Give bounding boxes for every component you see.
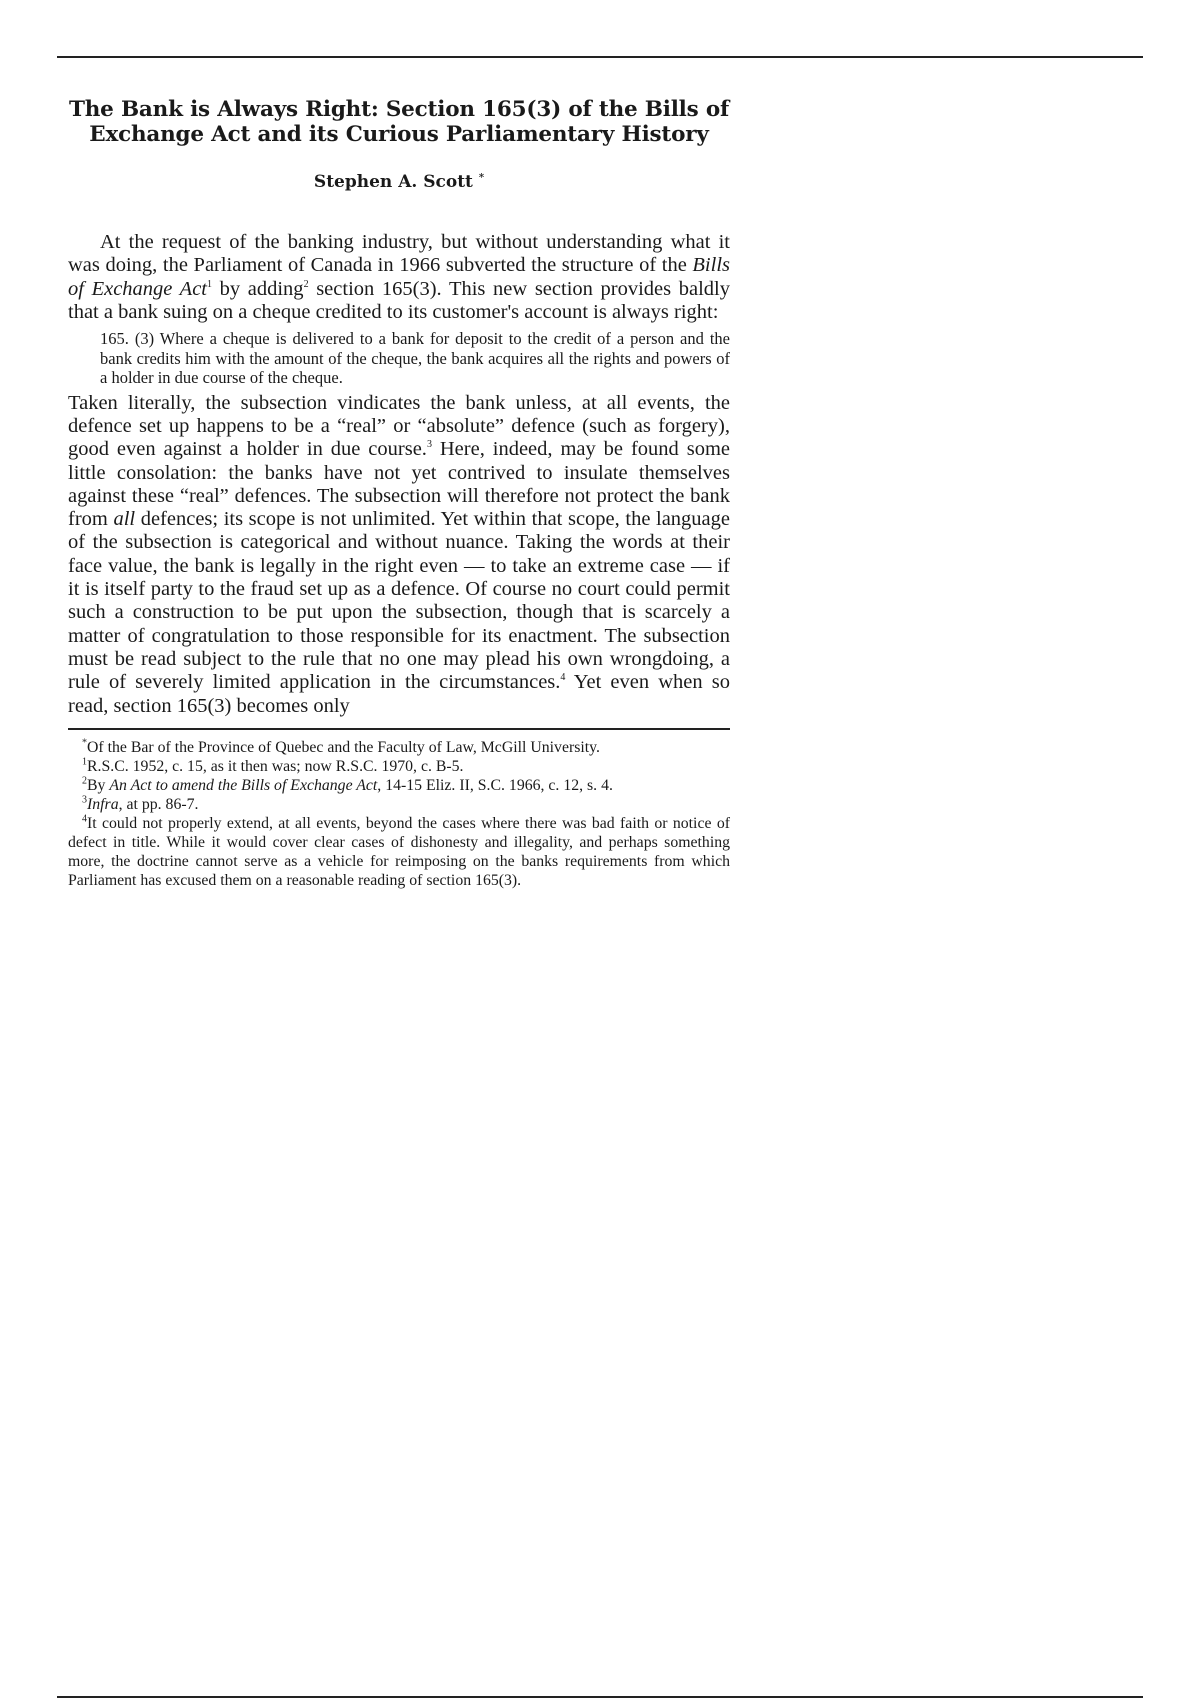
all-italic: all — [113, 508, 136, 531]
act-title-italic: Bills of Exchange Act — [68, 254, 730, 300]
statute-quote: 165. (3) Where a cheque is delivered to a bank for deposit to the credit of a person and the bank credits him with the amount of the cheque, the bank acquires all the rights and powers of a holder in due course of the cheque. — [100, 329, 730, 388]
p2-text-c: defences; its scope is not unlimited. Yet within that scope, the language of the subsection is categorical and without nuance. Taking the words at their face value, the bank is legally in the right even — to take an extreme case — if it is itself party to the fraud set up as a defence. Of course no court could permit such a construction to be put upon the subsection, though that is scarcely a matter of congratulation to those responsible for its enactment. The subsection must be read subject to the rule that no one may plead his own wrongdoing, a rule of severely limited application in the circumstances. — [68, 508, 730, 694]
top-rule — [57, 56, 1143, 58]
article-page — [68, 97, 730, 890]
footnote-separator — [68, 728, 730, 730]
footnote-3-post: , at pp. 86-7. — [118, 795, 199, 813]
author-name: Stephen A. Scott — [313, 172, 473, 192]
footnotes — [68, 738, 730, 890]
footnote-star-mark: * — [82, 737, 87, 749]
bottom-rule — [57, 1696, 1143, 1698]
p1-text-c: section 165(3). This new section provides baldly that a bank suing on a cheque credited to its customer's account is always right: — [68, 277, 730, 323]
article-author — [68, 171, 730, 193]
footnote-ref-3: 3 — [426, 439, 432, 451]
footnote-1 — [68, 757, 730, 776]
p1-text-b: by adding — [211, 277, 304, 300]
footnote-ref-4: 4 — [560, 672, 566, 684]
footnote-3-italic: Infra — [87, 795, 119, 813]
article-title: The Bank is Always Right: Section 165(3) of the Bills of Exchange Act and its Curious Parliamentary History — [68, 97, 730, 147]
footnote-4-mark: 4 — [82, 813, 87, 825]
footnote-1-text: R.S.C. 1952, c. 15, as it then was; now R.S.C. 1970, c. B-5. — [87, 757, 464, 775]
footnote-1-mark: 1 — [82, 756, 87, 768]
footnote-2 — [68, 776, 730, 795]
p2-text-b: Here, indeed, may be found some little consolation: the banks have not yet contrived to insulate themselves against these “real” defences. The subsection will therefore not protect the bank from — [68, 438, 730, 531]
author-footnote-mark: * — [478, 172, 485, 184]
footnote-star — [68, 738, 730, 757]
footnote-2-post: , 14-15 Eliz. II, S.C. 1966, c. 12, s. 4. — [377, 776, 613, 794]
footnote-3 — [68, 795, 730, 814]
paragraph-2 — [68, 392, 730, 718]
p2-text-a: Taken literally, the subsection vindicates the bank unless, at all events, the defence set up happens to be a “real” or “absolute” defence (such as forgery), good even against a holder in due course. — [68, 391, 730, 461]
footnote-2-mark: 2 — [82, 775, 87, 787]
footnote-2-italic: An Act to amend the Bills of Exchange Act — [109, 776, 378, 794]
footnote-star-text: Of the Bar of the Province of Quebec and the Faculty of Law, McGill University. — [87, 738, 600, 756]
p2-text-d: Yet even when so read, section 165(3) becomes only — [68, 671, 730, 717]
footnote-ref-2: 2 — [303, 278, 309, 290]
footnote-2-pre: By — [87, 776, 110, 794]
p1-text-a: At the request of the banking industry, but without understanding what it was doing, the Parliament of Canada in 1966 subverted the structure of the — [68, 231, 730, 277]
footnote-3-mark: 3 — [82, 794, 87, 806]
footnote-4-text: It could not properly extend, at all events, beyond the cases where there was bad faith or notice of defect in title. While it would cover clear cases of dishonesty and illegality, and perhaps something more, the doctrine cannot serve as a vehicle for reimposing on the banks requirements from which Parliament has excused them on a reasonable reading of section 165(3). — [68, 814, 730, 889]
footnote-ref-1: 1 — [206, 278, 212, 290]
paragraph-1 — [68, 231, 730, 324]
footnote-4 — [68, 814, 730, 890]
